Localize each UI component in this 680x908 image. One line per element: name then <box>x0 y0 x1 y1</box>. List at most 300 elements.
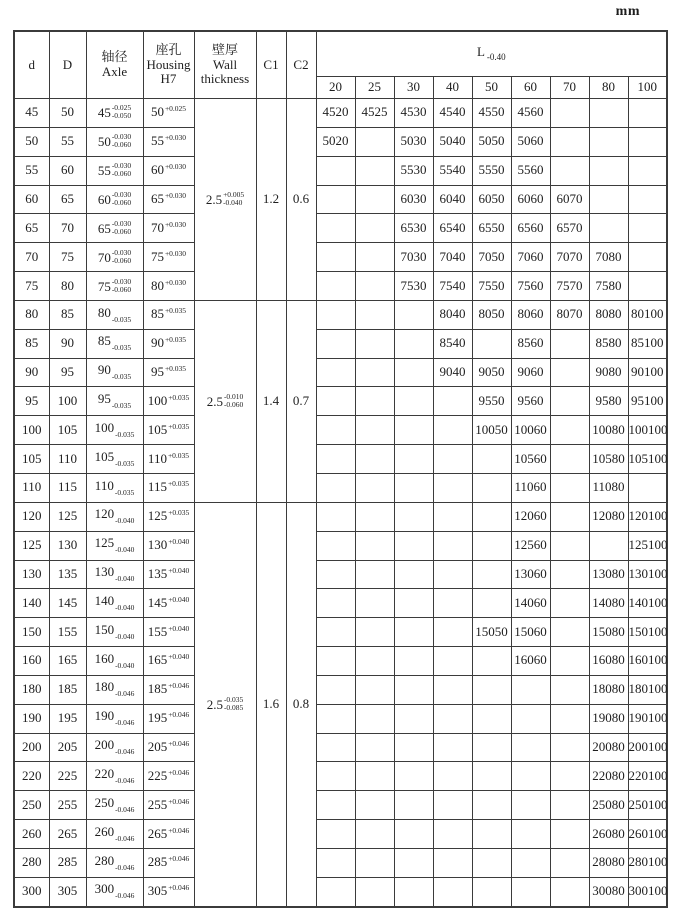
cell-l-70 <box>550 473 589 502</box>
cell-l-70 <box>550 589 589 618</box>
cell-housing: $145^{+0.040}$ <box>143 589 194 618</box>
cell-l-25 <box>355 243 394 272</box>
cell-l-20 <box>316 416 355 445</box>
cell-d: 110 <box>14 473 49 502</box>
cell-D: 135 <box>49 560 86 589</box>
cell-l-70 <box>550 820 589 849</box>
cell-l-50 <box>472 675 511 704</box>
cell-l-60 <box>511 762 550 791</box>
table-row <box>14 820 667 849</box>
cell-d: 180 <box>14 675 49 704</box>
cell-l-80: 16080 <box>589 647 628 676</box>
cell-housing: $80^{+0.030}$ <box>143 272 194 301</box>
cell-l-70: 6070 <box>550 185 589 214</box>
cell-housing: $185^{+0.046}$ <box>143 675 194 704</box>
cell-l-100: 100100 <box>628 416 667 445</box>
cell-l-40 <box>433 445 472 474</box>
cell-d: 70 <box>14 243 49 272</box>
cell-axle: 75 -0.030 -0.060 <box>86 272 143 301</box>
cell-l-25 <box>355 185 394 214</box>
cell-d: 100 <box>14 416 49 445</box>
cell-l-20 <box>316 214 355 243</box>
cell-l-20 <box>316 473 355 502</box>
table-row <box>14 156 667 185</box>
cell-l-40: 7540 <box>433 272 472 301</box>
cell-l-20 <box>316 647 355 676</box>
cell-axle: 70 -0.030 -0.060 <box>86 243 143 272</box>
cell-l-50: 7050 <box>472 243 511 272</box>
cell-D: 125 <box>49 502 86 531</box>
cell-l-80: 10580 <box>589 445 628 474</box>
col-header-D: D <box>49 31 86 99</box>
cell-l-60: 15060 <box>511 618 550 647</box>
cell-axle: $260_{-0.046}$ <box>86 820 143 849</box>
table-row <box>14 877 667 906</box>
cell-l-70 <box>550 560 589 589</box>
cell-l-60 <box>511 877 550 906</box>
cell-axle: $85_{-0.035}$ <box>86 329 143 358</box>
wall-label-en1: Wall <box>212 56 238 72</box>
cell-l-100 <box>628 214 667 243</box>
cell-l-40: 6540 <box>433 214 472 243</box>
cell-l-30 <box>394 531 433 560</box>
cell-housing: $105^{+0.035}$ <box>143 416 194 445</box>
table-row <box>14 791 667 820</box>
header-row-main <box>14 31 667 77</box>
cell-l-25 <box>355 416 394 445</box>
cell-d: 300 <box>14 877 49 906</box>
cell-l-40 <box>433 387 472 416</box>
cell-l-60 <box>511 704 550 733</box>
cell-l-40 <box>433 733 472 762</box>
cell-l-70 <box>550 618 589 647</box>
col-header-housing <box>143 31 194 99</box>
cell-l-25 <box>355 820 394 849</box>
axle-label-en: Axle <box>101 64 128 79</box>
cell-axle: $150_{-0.040}$ <box>86 618 143 647</box>
cell-l-20 <box>316 675 355 704</box>
cell-housing: $75^{+0.030}$ <box>143 243 194 272</box>
cell-l-60: 11060 <box>511 473 550 502</box>
cell-l-100 <box>628 156 667 185</box>
cell-l-70 <box>550 791 589 820</box>
table-row <box>14 243 667 272</box>
cell-c1: 1.4 <box>256 300 286 502</box>
l-column-header-70: 70 <box>550 77 589 99</box>
cell-housing: $225^{+0.046}$ <box>143 762 194 791</box>
cell-l-20 <box>316 762 355 791</box>
cell-housing: $55^{+0.030}$ <box>143 127 194 156</box>
cell-l-25 <box>355 473 394 502</box>
table-row <box>14 127 667 156</box>
cell-l-30 <box>394 589 433 618</box>
cell-l-60 <box>511 848 550 877</box>
table-row <box>14 762 667 791</box>
axle-label-zh: 轴径 <box>101 49 128 65</box>
cell-d: 120 <box>14 502 49 531</box>
cell-l-30 <box>394 329 433 358</box>
cell-l-100: 90100 <box>628 358 667 387</box>
l-column-header-60: 60 <box>511 77 550 99</box>
cell-axle: $130_{-0.040}$ <box>86 560 143 589</box>
cell-D: 115 <box>49 473 86 502</box>
cell-d: 50 <box>14 127 49 156</box>
cell-l-70 <box>550 733 589 762</box>
cell-l-60: 13060 <box>511 560 550 589</box>
cell-l-80: 13080 <box>589 560 628 589</box>
cell-l-30 <box>394 502 433 531</box>
cell-housing: $135^{+0.040}$ <box>143 560 194 589</box>
cell-l-80: 7580 <box>589 272 628 301</box>
cell-D: 65 <box>49 185 86 214</box>
cell-l-30 <box>394 877 433 906</box>
cell-l-25 <box>355 877 394 906</box>
cell-l-30 <box>394 445 433 474</box>
cell-l-80 <box>589 127 628 156</box>
cell-l-100: 80100 <box>628 300 667 329</box>
cell-l-50 <box>472 733 511 762</box>
cell-l-70 <box>550 416 589 445</box>
cell-l-60: 16060 <box>511 647 550 676</box>
cell-l-20 <box>316 243 355 272</box>
cell-d: 280 <box>14 848 49 877</box>
cell-l-100: 140100 <box>628 589 667 618</box>
cell-l-60: 12060 <box>511 502 550 531</box>
cell-l-50 <box>472 848 511 877</box>
dimension-spec-table <box>13 30 668 908</box>
cell-l-80: 28080 <box>589 848 628 877</box>
cell-l-30: 4530 <box>394 99 433 128</box>
cell-housing: $130^{+0.040}$ <box>143 531 194 560</box>
cell-l-80 <box>589 99 628 128</box>
cell-d: 85 <box>14 329 49 358</box>
table-row <box>14 589 667 618</box>
cell-l-20 <box>316 733 355 762</box>
cell-axle: 65 -0.030 -0.060 <box>86 214 143 243</box>
cell-l-25 <box>355 560 394 589</box>
cell-l-70 <box>550 329 589 358</box>
cell-l-40 <box>433 531 472 560</box>
cell-D: 70 <box>49 214 86 243</box>
cell-l-100: 85100 <box>628 329 667 358</box>
cell-d: 250 <box>14 791 49 820</box>
cell-d: 95 <box>14 387 49 416</box>
cell-housing: $305^{+0.046}$ <box>143 877 194 906</box>
cell-wall-thickness: 2.5 -0.010 -0.060 <box>194 300 256 502</box>
cell-l-60: 4560 <box>511 99 550 128</box>
cell-D: 145 <box>49 589 86 618</box>
cell-l-80: 19080 <box>589 704 628 733</box>
cell-c2: 0.6 <box>286 99 316 301</box>
cell-housing: $285^{+0.046}$ <box>143 848 194 877</box>
cell-l-70 <box>550 502 589 531</box>
cell-l-40 <box>433 589 472 618</box>
col-header-wall-thickness <box>194 31 256 99</box>
cell-l-30 <box>394 704 433 733</box>
cell-housing: $155^{+0.040}$ <box>143 618 194 647</box>
cell-l-30: 7030 <box>394 243 433 272</box>
cell-l-40 <box>433 473 472 502</box>
cell-l-50 <box>472 473 511 502</box>
table-row <box>14 560 667 589</box>
cell-l-50: 6550 <box>472 214 511 243</box>
cell-l-25 <box>355 387 394 416</box>
cell-l-25 <box>355 704 394 733</box>
cell-l-20 <box>316 560 355 589</box>
table-row <box>14 329 667 358</box>
cell-axle: $280_{-0.046}$ <box>86 848 143 877</box>
cell-l-80 <box>589 156 628 185</box>
cell-l-100: 280100 <box>628 848 667 877</box>
cell-l-25 <box>355 848 394 877</box>
cell-D: 265 <box>49 820 86 849</box>
cell-axle: 55 -0.030 -0.060 <box>86 156 143 185</box>
cell-l-100: 300100 <box>628 877 667 906</box>
cell-l-25 <box>355 214 394 243</box>
cell-D: 55 <box>49 127 86 156</box>
cell-l-80: 11080 <box>589 473 628 502</box>
cell-l-50 <box>472 647 511 676</box>
cell-d: 75 <box>14 272 49 301</box>
cell-l-20 <box>316 300 355 329</box>
cell-l-100: 220100 <box>628 762 667 791</box>
cell-c2: 0.8 <box>286 502 316 906</box>
cell-l-30 <box>394 618 433 647</box>
l-column-header-20: 20 <box>316 77 355 99</box>
l-column-header-25: 25 <box>355 77 394 99</box>
cell-d: 125 <box>14 531 49 560</box>
table-row <box>14 445 667 474</box>
table-body <box>14 99 667 907</box>
cell-axle: $120_{-0.040}$ <box>86 502 143 531</box>
cell-housing: $85^{+0.035}$ <box>143 300 194 329</box>
cell-wall-thickness: 2.5 +0.005 -0.040 <box>194 99 256 301</box>
cell-l-60: 8060 <box>511 300 550 329</box>
cell-l-40 <box>433 647 472 676</box>
cell-l-20 <box>316 848 355 877</box>
cell-l-80: 22080 <box>589 762 628 791</box>
cell-l-20: 5020 <box>316 127 355 156</box>
col-header-c2: C2 <box>286 31 316 99</box>
cell-l-50 <box>472 502 511 531</box>
cell-D: 100 <box>49 387 86 416</box>
cell-axle: $105_{-0.035}$ <box>86 445 143 474</box>
cell-l-25 <box>355 618 394 647</box>
cell-l-80: 9080 <box>589 358 628 387</box>
cell-l-30 <box>394 358 433 387</box>
cell-l-100: 130100 <box>628 560 667 589</box>
cell-housing: $125^{+0.035}$ <box>143 502 194 531</box>
cell-d: 150 <box>14 618 49 647</box>
cell-l-40 <box>433 877 472 906</box>
cell-l-40: 4540 <box>433 99 472 128</box>
cell-l-25 <box>355 445 394 474</box>
l-column-header-80: 80 <box>589 77 628 99</box>
l-column-header-30: 30 <box>394 77 433 99</box>
cell-l-70 <box>550 675 589 704</box>
cell-l-20 <box>316 502 355 531</box>
cell-axle: $180_{-0.046}$ <box>86 675 143 704</box>
cell-l-30 <box>394 387 433 416</box>
cell-l-80: 30080 <box>589 877 628 906</box>
cell-l-80: 8580 <box>589 329 628 358</box>
cell-axle: $220_{-0.046}$ <box>86 762 143 791</box>
cell-D: 195 <box>49 704 86 733</box>
cell-l-20 <box>316 820 355 849</box>
cell-l-25 <box>355 329 394 358</box>
cell-housing: $205^{+0.046}$ <box>143 733 194 762</box>
cell-housing: $115^{+0.035}$ <box>143 473 194 502</box>
cell-l-40: 9040 <box>433 358 472 387</box>
cell-l-40: 8040 <box>433 300 472 329</box>
cell-l-60: 8560 <box>511 329 550 358</box>
cell-l-100 <box>628 99 667 128</box>
cell-l-20 <box>316 387 355 416</box>
cell-l-25 <box>355 156 394 185</box>
cell-l-80 <box>589 185 628 214</box>
cell-D: 285 <box>49 848 86 877</box>
cell-l-40 <box>433 704 472 733</box>
cell-l-80: 25080 <box>589 791 628 820</box>
cell-l-50 <box>472 704 511 733</box>
cell-d: 220 <box>14 762 49 791</box>
table-row <box>14 733 667 762</box>
table-row <box>14 185 667 214</box>
cell-l-100: 105100 <box>628 445 667 474</box>
cell-wall-thickness: 2.5 -0.035 -0.085 <box>194 502 256 906</box>
cell-l-25 <box>355 647 394 676</box>
cell-l-70: 7070 <box>550 243 589 272</box>
cell-l-25 <box>355 502 394 531</box>
cell-l-40: 5540 <box>433 156 472 185</box>
cell-l-70 <box>550 877 589 906</box>
l-column-header-50: 50 <box>472 77 511 99</box>
cell-l-40 <box>433 675 472 704</box>
cell-l-60: 10560 <box>511 445 550 474</box>
cell-l-40 <box>433 762 472 791</box>
cell-l-100: 150100 <box>628 618 667 647</box>
cell-l-100: 180100 <box>628 675 667 704</box>
cell-housing: $65^{+0.030}$ <box>143 185 194 214</box>
cell-l-60: 5560 <box>511 156 550 185</box>
cell-l-20 <box>316 445 355 474</box>
cell-l-60 <box>511 791 550 820</box>
cell-d: 65 <box>14 214 49 243</box>
cell-l-30: 5030 <box>394 127 433 156</box>
cell-l-50 <box>472 445 511 474</box>
cell-D: 165 <box>49 647 86 676</box>
cell-l-50 <box>472 762 511 791</box>
cell-l-20 <box>316 358 355 387</box>
cell-l-20 <box>316 877 355 906</box>
cell-d: 260 <box>14 820 49 849</box>
cell-housing: $165^{+0.040}$ <box>143 647 194 676</box>
col-header-axle <box>86 31 143 99</box>
cell-l-50 <box>472 820 511 849</box>
l-column-header-40: 40 <box>433 77 472 99</box>
cell-axle: $250_{-0.046}$ <box>86 791 143 820</box>
cell-axle: $125_{-0.040}$ <box>86 531 143 560</box>
cell-l-60: 7060 <box>511 243 550 272</box>
table-row <box>14 272 667 301</box>
cell-l-70 <box>550 156 589 185</box>
cell-l-25 <box>355 762 394 791</box>
cell-l-50: 9050 <box>472 358 511 387</box>
cell-l-70 <box>550 99 589 128</box>
cell-l-40 <box>433 502 472 531</box>
cell-l-30 <box>394 647 433 676</box>
cell-l-25 <box>355 675 394 704</box>
cell-D: 90 <box>49 329 86 358</box>
cell-l-70 <box>550 358 589 387</box>
cell-l-60: 14060 <box>511 589 550 618</box>
housing-label-zh: 座孔 <box>155 42 182 58</box>
cell-l-100: 160100 <box>628 647 667 676</box>
cell-l-40 <box>433 618 472 647</box>
cell-l-50: 9550 <box>472 387 511 416</box>
cell-l-100: 125100 <box>628 531 667 560</box>
cell-axle: $300_{-0.046}$ <box>86 877 143 906</box>
cell-l-70 <box>550 531 589 560</box>
cell-l-25 <box>355 127 394 156</box>
cell-axle: 50 -0.030 -0.060 <box>86 127 143 156</box>
table-row <box>14 675 667 704</box>
cell-housing: $70^{+0.030}$ <box>143 214 194 243</box>
cell-D: 255 <box>49 791 86 820</box>
cell-l-20 <box>316 156 355 185</box>
cell-l-100 <box>628 272 667 301</box>
cell-l-50: 5550 <box>472 156 511 185</box>
cell-l-70 <box>550 647 589 676</box>
cell-axle: $140_{-0.040}$ <box>86 589 143 618</box>
l-column-header-100: 100 <box>628 77 667 99</box>
cell-l-25 <box>355 733 394 762</box>
cell-D: 155 <box>49 618 86 647</box>
cell-l-100 <box>628 185 667 214</box>
cell-l-30: 6530 <box>394 214 433 243</box>
cell-l-30 <box>394 675 433 704</box>
housing-label-en: Housing <box>146 56 191 72</box>
cell-housing: $100^{+0.035}$ <box>143 387 194 416</box>
table-row <box>14 704 667 733</box>
cell-d: 55 <box>14 156 49 185</box>
housing-label-grade: H7 <box>160 71 177 87</box>
cell-D: 60 <box>49 156 86 185</box>
cell-l-80: 9580 <box>589 387 628 416</box>
table-row <box>14 618 667 647</box>
cell-axle: 60 -0.030 -0.060 <box>86 185 143 214</box>
cell-l-50 <box>472 329 511 358</box>
cell-l-60 <box>511 733 550 762</box>
cell-housing: $255^{+0.046}$ <box>143 791 194 820</box>
cell-l-20 <box>316 704 355 733</box>
cell-axle: 45 -0.025 -0.050 <box>86 99 143 128</box>
cell-l-60: 9060 <box>511 358 550 387</box>
cell-axle: $190_{-0.046}$ <box>86 704 143 733</box>
table-row <box>14 99 667 128</box>
cell-D: 80 <box>49 272 86 301</box>
cell-l-80: 7080 <box>589 243 628 272</box>
cell-l-25 <box>355 589 394 618</box>
col-header-d: d <box>14 31 49 99</box>
cell-d: 130 <box>14 560 49 589</box>
cell-l-70 <box>550 387 589 416</box>
cell-housing: $90^{+0.035}$ <box>143 329 194 358</box>
cell-l-50 <box>472 877 511 906</box>
cell-D: 130 <box>49 531 86 560</box>
cell-axle: $160_{-0.040}$ <box>86 647 143 676</box>
cell-housing: $60^{+0.030}$ <box>143 156 194 185</box>
